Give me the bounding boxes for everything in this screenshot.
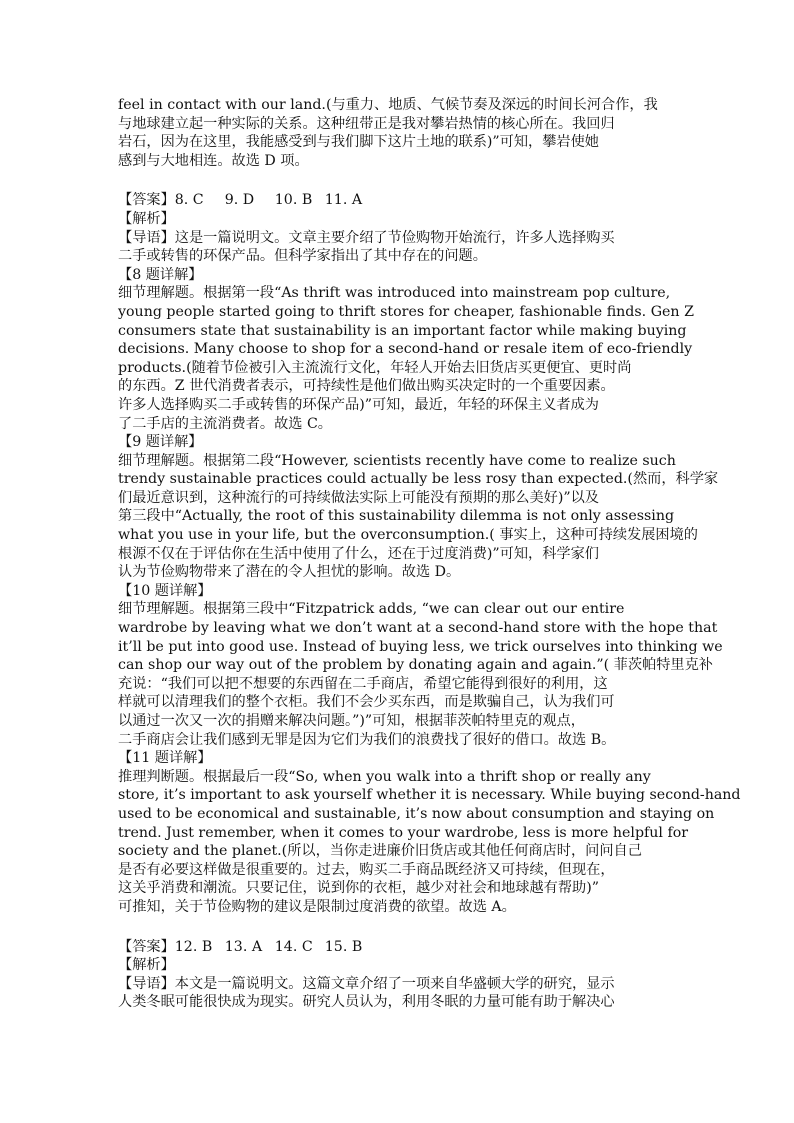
text-line: used to be economical and sustainable, it’s now about consumption and staying on — [118, 805, 715, 822]
text-line: it’ll be put into good use. Instead of buying less, we trick ourselves into thinking we — [118, 638, 723, 655]
text-line: 【解析】 — [118, 957, 175, 974]
text-line: 【10 题详解】 — [118, 582, 212, 599]
text-line: trend. Just remember, when it comes to your wardrobe, less is more helpful for — [118, 824, 689, 841]
text-line: 推理判断题。根据最后一段“So, when you walk into a thrift shop or really any — [118, 768, 651, 785]
text-line: 这关乎消费和潮流。只要记住，说到你的衣柜，越少对社会和地球越有帮助)” — [118, 880, 599, 897]
text-line: consumers state that sustainability is an important factor while making buying — [118, 322, 687, 339]
text-line: 认为节俭购物带来了潜在的令人担忧的影响。故选 D。 — [118, 564, 461, 581]
text-line: feel in contact with our land.(与重力、地质、气候节奏及深远的时间长河合作，我 — [118, 97, 658, 113]
text-line: 样就可以清理我们的整个衣柜。我们不会少买东西，而是欺骗自己，认为我们可 — [118, 694, 615, 711]
text-line: 许多人选择购买二手或转售的环保产品)”可知，最近，年轻的环保主义者成为 — [118, 396, 599, 413]
text-line: 与地球建立起一种实际的关系。这种纽带正是我对攀岩热情的核心所在。我回归 — [118, 115, 615, 132]
text-line: 充说：“我们可以把不想要的东西留在二手商店，希望它能得到很好的利用，这 — [118, 675, 608, 692]
answer-item: 12. B — [174, 938, 213, 955]
answer-item: 8. C — [174, 192, 204, 209]
text-line: 细节理解题。根据第二段“However, scientists recently have come to realize such — [118, 452, 676, 469]
text-line: 们最近意识到，这种流行的可持续做法实际上可能没有预期的那么美好)”以及 — [118, 489, 599, 506]
text-line: decisions. Many choose to shop for a second-hand or resale item of eco-friendly — [118, 341, 693, 358]
answer-item: 9. D — [224, 192, 255, 209]
text-line: products.(随着节俭被引入主流流行文化，年轻人开始去旧货店买更便宜、更时尚 — [118, 359, 632, 376]
answer-item: 11. A — [324, 192, 363, 209]
text-line: 【导语】这是一篇说明文。文章主要介绍了节俭购物开始流行，许多人选择购买 — [118, 229, 615, 246]
text-line: 细节理解题。根据第一段“As thrift was introduced into mainstream pop culture, — [118, 285, 671, 302]
answer-label: 【答案】 — [118, 938, 175, 955]
text-line: 第三段中“Actually, the root of this sustainability dilemma is not only assessing — [118, 508, 675, 525]
text-line: 岩石，因为在这里，我能感受到与我们脚下这片土地的联系)”可知，攀岩使她 — [118, 134, 599, 151]
answer-item: 14. C — [274, 938, 313, 955]
text-line: 【11 题详解】 — [118, 750, 212, 767]
text-line: 是否有必要这样做是很重要的。过去，购买二手商品既经济又可持续，但现在， — [118, 861, 615, 878]
text-line: 可推知，关于节俭购物的建议是限制过度消费的欲望。故选 A。 — [118, 898, 516, 915]
text-line: trendy sustainable practices could actually be less rosy than expected.(然而，科学家 — [118, 471, 719, 488]
text-line: wardrobe by leaving what we don’t want at a second-hand store with the hope that — [118, 620, 718, 637]
text-line: 【8 题详解】 — [118, 266, 203, 283]
text-line: 以通过一次又一次的捐赠来解决问题。”)”可知，根据菲茨帕特里克的观点， — [118, 713, 585, 729]
answer-line — [118, 191, 678, 210]
text-line: 人类冬眠可能很快成为现实。研究人员认为，利用冬眠的力量可能有助于解决心 — [118, 994, 615, 1011]
text-line: society and the planet.(所以，当你走进廉价旧货店或其他任何商店时，问问自己 — [118, 843, 642, 860]
text-line: 细节理解题。根据第三段中“Fitzpatrick adds, “we can clear out our entire — [118, 601, 625, 618]
text-line: 二手或转售的环保产品。但科学家指出了其中存在的问题。 — [118, 248, 487, 265]
text-line: can shop our way out of the problem by donating again and again.”( 菲茨帕特里克补 — [118, 657, 713, 674]
text-line: young people started going to thrift stores for cheaper, fashionable finds. Gen Z — [118, 303, 694, 320]
text-line: 了二手店的主流消费者。故选 C。 — [118, 415, 332, 432]
text-line: 【解析】 — [118, 210, 175, 227]
analysis-section-1 — [118, 210, 741, 917]
text-line: 【导语】本文是一篇说明文。这篇文章介绍了一项来自华盛顿大学的研究，显示 — [118, 975, 615, 992]
text-line: 感到与大地相连。故选 D 项。 — [118, 152, 309, 169]
answer-item: 15. B — [324, 938, 363, 955]
answer-item: 10. B — [274, 192, 313, 209]
text-line: 的东西。Z 世代消费者表示，可持续性是他们做出购买决定时的一个重要因素。 — [118, 378, 615, 395]
answer-label: 【答案】 — [118, 192, 175, 209]
text-line: 根源不仅在于评估你在生活中使用了什么，还在于过度消费)”可知，科学家们 — [118, 545, 599, 562]
intro-paragraph — [118, 96, 678, 170]
text-line: 【9 题详解】 — [118, 434, 203, 451]
answer-item: 13. A — [224, 938, 263, 955]
answer-line — [118, 938, 678, 957]
text-line: what you use in your life, but the overconsumption.( 事实上，这种可持续发展困境的 — [118, 527, 698, 544]
text-line: store, it’s important to ask yourself whether it is necessary. While buying second-hand — [118, 787, 741, 804]
document-page — [118, 96, 741, 1012]
text-line: 二手商店会让我们感到无罪是因为它们为我们的浪费找了很好的借口。故选 B。 — [118, 731, 616, 748]
analysis-section-2 — [118, 956, 678, 1012]
